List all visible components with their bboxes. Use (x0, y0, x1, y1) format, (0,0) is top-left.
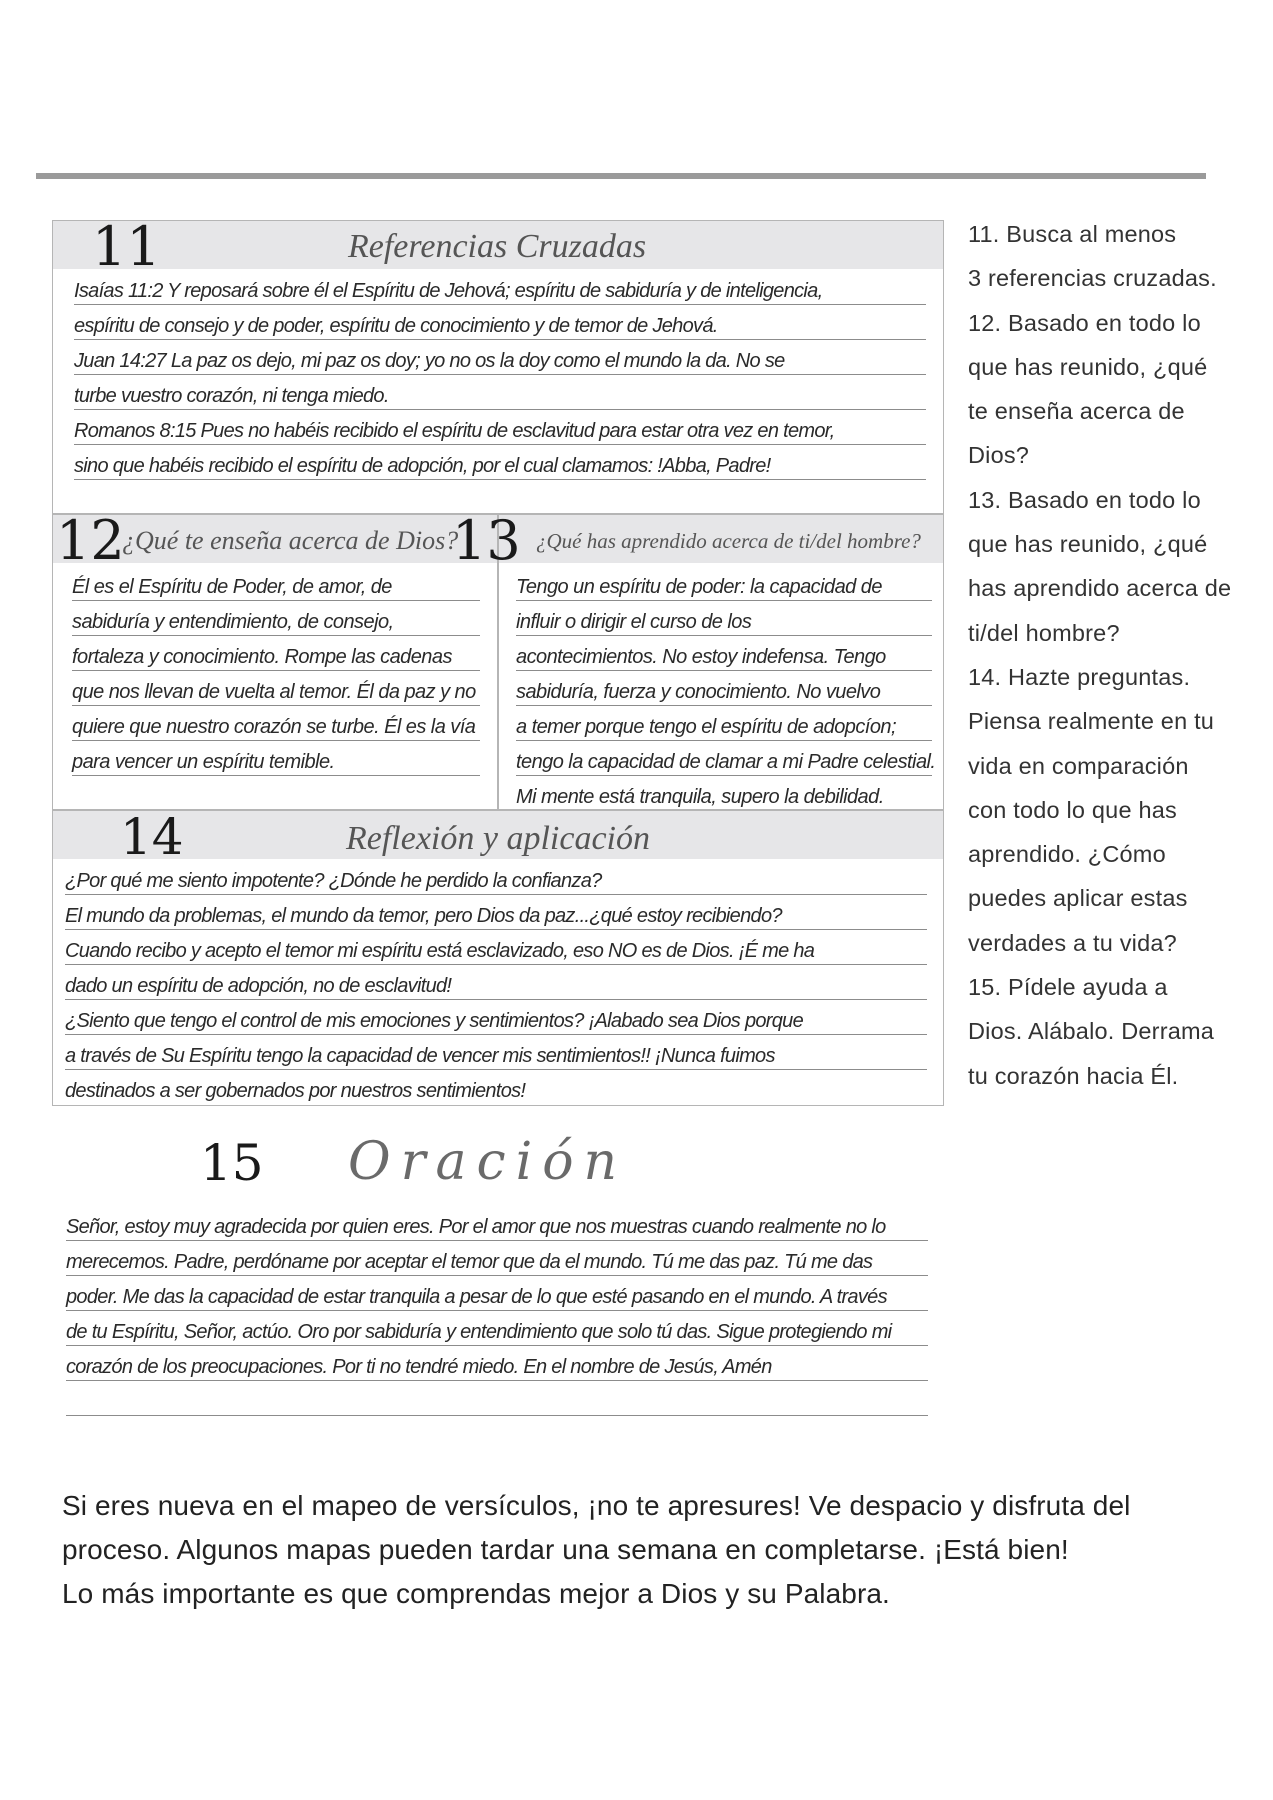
section-13-line: sabiduría, fuerza y conocimiento. No vuelvo (516, 671, 932, 706)
section-12-number: 12 (56, 509, 125, 572)
instruction-line: Piensa realmente en tu (968, 708, 1215, 735)
section-15-line (66, 1381, 928, 1416)
section-11-line: Juan 14:27 La paz os dejo, mi paz os doy; yo no os la doy como el mundo la da. No se (74, 340, 926, 375)
section-13-line: a temer porque tengo el espíritu de adopcíon; (516, 706, 932, 741)
instruction-line: 14. Hazte preguntas. (968, 663, 1191, 690)
section-14-line: ¿Siento que tengo el control de mis emociones y sentimientos? ¡Alabado sea Dios porque (65, 1000, 927, 1035)
section-13-title: ¿Qué has aprendido acerca de ti/del hombre? (536, 529, 921, 553)
instruction-line: verdades a tu vida? (968, 929, 1177, 956)
instruction-line: te enseña acerca de (968, 398, 1185, 425)
footer-line: Si eres nueva en el mapeo de versículos, ¡no te apresures! Ve despacio y disfruta del (62, 1490, 1131, 1521)
instruction-line: 3 referencias cruzadas. (968, 265, 1217, 292)
section-13-line: tengo la capacidad de clamar a mi Padre celestial. (516, 741, 932, 776)
section-12-line: fortaleza y conocimiento. Rompe las cadenas (72, 636, 480, 671)
footer-line: Lo más importante es que comprendas mejor a Dios y su Palabra. (62, 1578, 890, 1609)
section-14-number: 14 (120, 808, 184, 866)
instruction-line: con todo lo que has (968, 796, 1177, 823)
section-11-line: sino que habéis recibido el espíritu de adopción, por el cual clamamos: !Abba, Padre! (74, 445, 926, 480)
section-14-line: El mundo da problemas, el mundo da temor, pero Dios da paz...¿qué estoy recibiendo? (65, 895, 927, 930)
section-13-line: Mi mente está tranquila, supero la debilidad. (516, 786, 884, 808)
section-11-line: espíritu de consejo y de poder, espíritu de conocimiento y de temor de Jehová. (74, 305, 926, 340)
section-13-line: influir o dirigir el curso de los (516, 601, 932, 636)
instruction-line: vida en comparación (968, 752, 1189, 779)
section-15-lines (66, 1206, 928, 1416)
section-11-number: 11 (92, 215, 161, 278)
section-11-line: turbe vuestro corazón, ni tenga miedo. (74, 375, 926, 410)
section-14-line: Cuando recibo y acepto el temor mi espíritu está esclavizado, eso NO es de Dios. ¡É me ha (65, 930, 927, 965)
section-15-line: corazón de los preocupaciones. Por ti no tendré miedo. En el nombre de Jesús, Amén (66, 1346, 928, 1381)
instruction-line: 15. Pídele ayuda a (968, 974, 1168, 1001)
section-13-line: acontecimientos. No estoy indefensa. Tengo (516, 636, 932, 671)
section-15-number: 15 (200, 1134, 264, 1192)
instruction-line: tu corazón hacia Él. (968, 1062, 1179, 1089)
section-15-line: poder. Me das la capacidad de estar tranquila a pesar de lo que esté pasando en el mundo. A través (66, 1276, 928, 1311)
section-15-line: merecemos. Padre, perdóname por aceptar el temor que da el mundo. Tú me das paz. Tú me das (66, 1241, 928, 1276)
section-12-line: para vencer un espíritu temible. (72, 741, 480, 776)
section-14-lines (65, 860, 927, 1105)
section-12-line: quiere que nuestro corazón se turbe. Él es la vía (72, 706, 480, 741)
instruction-line: Dios. Alábalo. Derrama (968, 1018, 1215, 1045)
instruction-line: que has reunido, ¿qué (968, 531, 1208, 558)
section-13-line: Tengo un espíritu de poder: la capacidad de (516, 566, 932, 601)
top-divider-bar (36, 173, 1206, 179)
instruction-line: 12. Basado en todo lo (968, 309, 1201, 336)
section-11-line: Romanos 8:15 Pues no habéis recibido el espíritu de esclavitud para estar otra vez en temor, (74, 410, 926, 445)
instruction-line: Dios? (968, 442, 1030, 469)
instruction-line: puedes aplicar estas (968, 885, 1188, 912)
section-14-line: ¿Por qué me siento impotente? ¿Dónde he perdido la confianza? (65, 860, 927, 895)
section-11-title: Referencias Cruzadas (348, 228, 647, 265)
instruction-line: aprendido. ¿Cómo (968, 841, 1166, 868)
instruction-line: 13. Basado en todo lo (968, 486, 1201, 513)
section-12-lines (72, 566, 480, 776)
instruction-line: ti/del hombre? (968, 619, 1120, 646)
section-11-line: Isaías 11:2 Y reposará sobre él el Espíritu de Jehová; espíritu de sabiduría y de inteligencia, (74, 270, 926, 305)
instruction-line: has aprendido acerca de (968, 575, 1232, 602)
section-12-line: Él es el Espíritu de Poder, de amor, de (72, 566, 480, 601)
instruction-line: 11. Busca al menos (968, 221, 1177, 247)
section-12-title: ¿Qué te enseña acerca de Dios? (122, 526, 459, 555)
instruction-line: que has reunido, ¿qué (968, 353, 1208, 380)
section-13-lines (516, 566, 936, 811)
section-12-line: que nos llevan de vuelta al temor. Él da paz y no (72, 671, 480, 706)
section-12-line: sabiduría y entendimiento, de consejo, (72, 601, 480, 636)
footer-note (62, 1484, 1242, 1616)
footer-line: proceso. Algunos mapas pueden tardar una semana en completarse. ¡Está bien! (62, 1534, 1069, 1565)
section-15-line: de tu Espíritu, Señor, actúo. Oro por sabiduría y entendimiento que solo tú das. Sigue protegiendo mi (66, 1311, 928, 1346)
section-14-title: Reflexión y aplicación (346, 820, 650, 857)
section-11-lines (74, 270, 926, 480)
instructions-sidebar (968, 212, 1268, 1098)
section-15-title: Oración (348, 1132, 628, 1192)
section-14-line: dado un espíritu de adopción, no de esclavitud! (65, 965, 927, 1000)
section-13-number: 13 (452, 509, 521, 572)
section-14-line: a través de Su Espíritu tengo la capacidad de vencer mis sentimientos!! ¡Nunca fuimos (65, 1035, 927, 1070)
section-14-line: destinados a ser gobernados por nuestros sentimientos! (65, 1080, 526, 1102)
section-15-line: Señor, estoy muy agradecida por quien eres. Por el amor que nos muestras cuando realmente no lo (66, 1206, 928, 1241)
